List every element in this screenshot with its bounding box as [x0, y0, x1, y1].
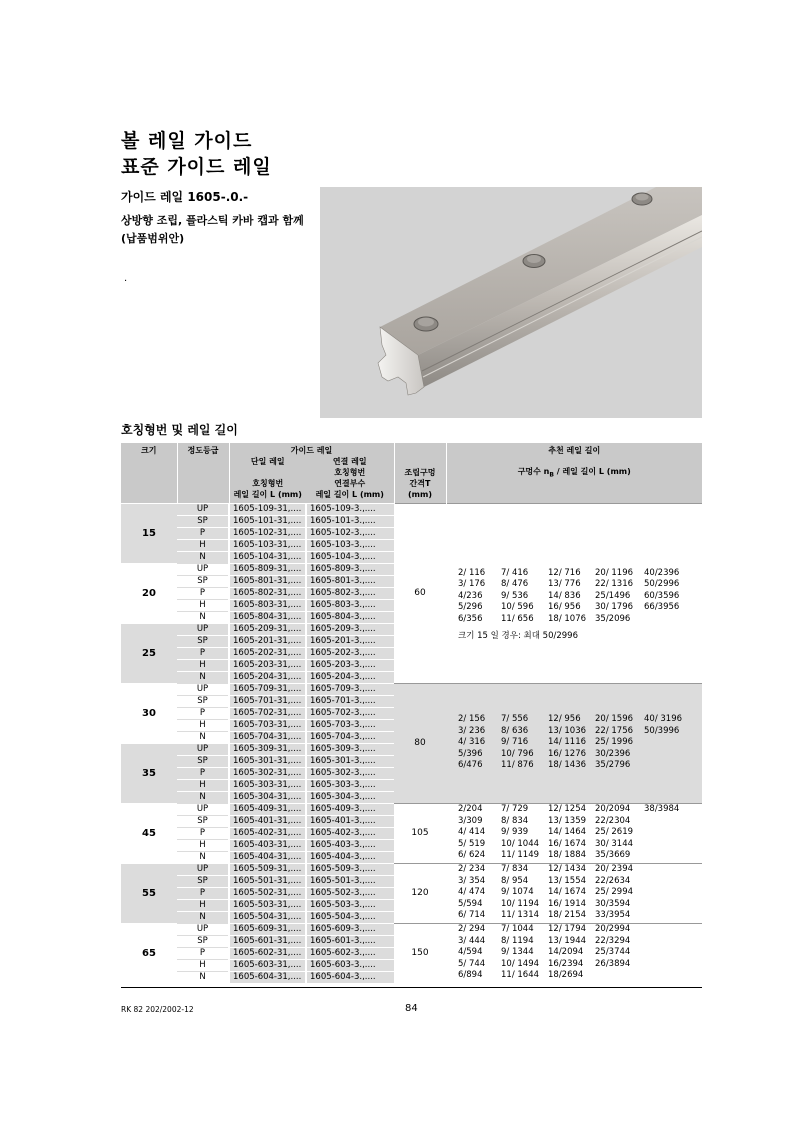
recommended-length: 8/ 636	[501, 725, 529, 736]
recommended-length: 9/ 1344	[501, 947, 534, 958]
grade-cell: P	[177, 647, 229, 659]
grade-cell: P	[177, 947, 229, 959]
single-rail-part: 1605-409-31,....	[229, 803, 306, 815]
grade-cell: SP	[177, 755, 229, 767]
recommended-length: 16/ 1276	[548, 748, 587, 759]
single-rail-part: 1605-603-31,....	[229, 959, 306, 971]
single-rail-part: 1605-501-31,....	[229, 875, 306, 887]
recommended-length: 5/296	[458, 602, 483, 612]
joint-rail-part: 1605-701-3.,....	[306, 695, 394, 707]
recommended-length: 2/ 116	[458, 567, 486, 578]
single-rail-part: 1605-404-31,....	[229, 851, 306, 863]
recommended-length: 8/ 834	[501, 815, 529, 826]
recommended-length: 4/ 414	[458, 827, 486, 838]
joint-rail-part: 1605-802-3.,....	[306, 587, 394, 599]
grade-cell: H	[177, 839, 229, 851]
grade-cell: H	[177, 719, 229, 731]
recommended-lengths-cell	[446, 503, 702, 683]
recommended-length: 14/2094	[548, 947, 584, 958]
recommended-length: 6/476	[458, 760, 483, 771]
recommended-length: 2/ 234	[458, 864, 486, 875]
recommended-length: 9/ 536	[501, 590, 529, 601]
grade-cell: N	[177, 911, 229, 923]
header-joint: 연결 레일 호칭형번 연결부수 레일 길이 L (mm)	[315, 457, 384, 499]
single-rail-part: 1605-204-31,....	[229, 671, 306, 683]
recommended-length: 30/3594	[595, 898, 631, 909]
recommended-length: 13/ 1036	[548, 725, 587, 736]
recommended-length: 50/2996	[644, 579, 680, 589]
recommended-length: 10/ 1194	[501, 898, 540, 909]
single-rail-part: 1605-303-31,....	[229, 779, 306, 791]
joint-rail-part: 1605-409-3.,....	[306, 803, 394, 815]
single-rail-part: 1605-604-31,....	[229, 971, 306, 983]
recommended-length: 11/ 1149	[501, 850, 540, 861]
recommended-length: 11/ 1314	[501, 910, 540, 921]
recommended-lengths-grid	[458, 924, 702, 982]
page-subtitle: 표준 가이드 레일	[121, 156, 272, 178]
joint-rail-part: 1605-309-3.,....	[306, 743, 394, 755]
recommended-length: 13/ 1554	[548, 875, 587, 886]
table-row	[121, 923, 702, 935]
recommended-length	[644, 936, 694, 948]
grade-cell: SP	[177, 875, 229, 887]
recommended-lengths-grid	[458, 714, 702, 772]
joint-rail-part: 1605-804-3.,....	[306, 611, 394, 623]
grade-cell: H	[177, 779, 229, 791]
recommended-length: 30/ 3144	[595, 838, 634, 849]
joint-rail-part: 1605-101-3.,....	[306, 515, 394, 527]
joint-rail-part: 1605-803-3.,....	[306, 599, 394, 611]
recommended-length: 5/396	[458, 748, 483, 759]
table-row	[121, 803, 702, 815]
recommended-length: 40/2396	[644, 567, 680, 578]
recommended-length: 7/ 729	[501, 804, 529, 815]
grade-cell: N	[177, 551, 229, 563]
recommended-length: 8/ 954	[501, 875, 529, 886]
single-rail-part: 1605-803-31,....	[229, 599, 306, 611]
recommended-length: 22/2304	[595, 815, 631, 826]
size-cell: 65	[121, 923, 177, 983]
recommended-lengths-cell	[446, 863, 702, 923]
product-code: 가이드 레일 1605-.0.-	[121, 190, 249, 204]
recommended-length: 30/2396	[595, 748, 631, 759]
joint-rail-part: 1605-301-3.,....	[306, 755, 394, 767]
joint-rail-part: 1605-403-3.,....	[306, 839, 394, 851]
bullet-dot: ·	[124, 276, 128, 287]
grade-cell: P	[177, 587, 229, 599]
recommended-lengths-cell	[446, 683, 702, 803]
recommended-length: 5/594	[458, 898, 483, 909]
recommended-length	[644, 614, 694, 626]
joint-rail-part: 1605-704-3.,....	[306, 731, 394, 743]
recommended-length: 10/ 796	[501, 748, 534, 759]
joint-rail-part: 1605-303-3.,....	[306, 779, 394, 791]
header-recommended: 추천 레일 길이 구멍수 $n_B$ / 레일 길이 L (mm)	[446, 443, 702, 503]
recommended-length: 7/ 1044	[501, 924, 534, 935]
recommended-length: 25/ 2619	[595, 827, 634, 838]
footer-rule	[121, 987, 702, 988]
single-rail-part: 1605-104-31,....	[229, 551, 306, 563]
size-15-note: 크기 15 일 경우: 최대 50/2996	[458, 631, 578, 641]
recommended-length: 20/2994	[595, 924, 631, 935]
header-guide-rail: 가이드 레일 단일 레일 호칭형번 레일 길이 L (mm) 연결 레일 호칭형번 연결부수 레일 길이 L (mm)	[229, 443, 394, 503]
recommended-length: 60/3596	[644, 590, 680, 601]
recommended-length: 6/894	[458, 970, 483, 981]
joint-rail-part: 1605-602-3.,....	[306, 947, 394, 959]
recommended-length	[644, 816, 694, 828]
grade-cell: UP	[177, 623, 229, 635]
joint-rail-part: 1605-609-3.,....	[306, 923, 394, 935]
single-rail-part: 1605-202-31,....	[229, 647, 306, 659]
single-rail-part: 1605-601-31,....	[229, 935, 306, 947]
joint-rail-part: 1605-601-3.,....	[306, 935, 394, 947]
joint-rail-part: 1605-302-3.,....	[306, 767, 394, 779]
joint-rail-part: 1605-201-3.,....	[306, 635, 394, 647]
recommended-length: 9/ 716	[501, 737, 529, 748]
joint-rail-part: 1605-801-3.,....	[306, 575, 394, 587]
recommended-length: 18/ 1076	[548, 613, 587, 624]
grade-cell: SP	[177, 695, 229, 707]
single-rail-part: 1605-101-31,....	[229, 515, 306, 527]
grade-cell: SP	[177, 935, 229, 947]
recommended-length: 14/ 1116	[548, 737, 587, 748]
single-rail-part: 1605-602-31,....	[229, 947, 306, 959]
single-rail-part: 1605-503-31,....	[229, 899, 306, 911]
product-description: 상방향 조립, 플라스틱 카바 캡과 함께	[121, 214, 304, 227]
recommended-length: 7/ 834	[501, 864, 529, 875]
single-rail-part: 1605-702-31,....	[229, 707, 306, 719]
recommended-lengths-grid	[458, 804, 702, 862]
recommended-length: 13/ 776	[548, 579, 581, 589]
recommended-length: 4/ 316	[458, 737, 486, 748]
joint-rail-part: 1605-203-3.,....	[306, 659, 394, 671]
hole-spacing-cell: 105	[394, 803, 446, 863]
recommended-length	[644, 864, 694, 876]
recommended-length	[644, 910, 694, 922]
single-rail-part: 1605-703-31,....	[229, 719, 306, 731]
joint-rail-part: 1605-103-3.,....	[306, 539, 394, 551]
recommended-length: 10/ 1044	[501, 838, 540, 849]
recommended-length: 14/ 1464	[548, 827, 587, 838]
recommended-length: 30/ 1796	[595, 602, 634, 612]
recommended-length: 11/ 876	[501, 760, 534, 771]
hole-spacing-cell: 80	[394, 683, 446, 803]
grade-cell: H	[177, 659, 229, 671]
recommended-length: 4/ 474	[458, 887, 486, 898]
recommended-length: 3/ 444	[458, 935, 486, 946]
recommended-length: 3/ 236	[458, 725, 486, 736]
recommended-length: 16/ 1674	[548, 838, 587, 849]
recommended-length: 6/ 714	[458, 910, 486, 921]
recommended-length: 11/ 656	[501, 613, 534, 624]
recommended-length: 35/2796	[595, 760, 631, 771]
recommended-length: 12/ 1794	[548, 924, 587, 935]
single-rail-part: 1605-309-31,....	[229, 743, 306, 755]
table-row	[121, 863, 702, 875]
joint-rail-part: 1605-202-3.,....	[306, 647, 394, 659]
joint-rail-part: 1605-503-3.,....	[306, 899, 394, 911]
guide-rail-image	[320, 187, 702, 418]
recommended-length: 7/ 416	[501, 567, 529, 578]
single-rail-part: 1605-504-31,....	[229, 911, 306, 923]
header-hole-spacing: 조립구멍 간격T (mm)	[394, 443, 446, 503]
grade-cell: UP	[177, 683, 229, 695]
grade-cell: SP	[177, 515, 229, 527]
grade-cell: P	[177, 767, 229, 779]
recommended-length	[644, 760, 694, 772]
recommended-length: 25/1496	[595, 590, 631, 601]
single-rail-part: 1605-401-31,....	[229, 815, 306, 827]
recommended-length: 7/ 556	[501, 714, 529, 725]
size-cell: 20	[121, 563, 177, 623]
grade-cell: SP	[177, 575, 229, 587]
recommended-length: 22/ 1756	[595, 725, 634, 736]
grade-cell: H	[177, 539, 229, 551]
recommended-length: 9/ 939	[501, 827, 529, 838]
recommended-length: 38/3984	[644, 804, 680, 815]
joint-rail-part: 1605-109-3.,....	[306, 503, 394, 515]
recommended-length: 50/3996	[644, 725, 680, 736]
joint-rail-part: 1605-402-3.,....	[306, 827, 394, 839]
joint-rail-part: 1605-703-3.,....	[306, 719, 394, 731]
recommended-length: 6/356	[458, 613, 483, 624]
recommended-length: 2/ 294	[458, 924, 486, 935]
single-rail-part: 1605-209-31,....	[229, 623, 306, 635]
recommended-length: 20/ 1596	[595, 714, 634, 725]
recommended-length: 9/ 1074	[501, 887, 534, 898]
grade-cell: UP	[177, 743, 229, 755]
single-rail-part: 1605-301-31,....	[229, 755, 306, 767]
joint-rail-part: 1605-603-3.,....	[306, 959, 394, 971]
recommended-length: 25/ 1996	[595, 737, 634, 748]
grade-cell: P	[177, 827, 229, 839]
recommended-length	[644, 749, 694, 761]
recommended-length	[644, 947, 694, 959]
recommended-lengths-grid	[458, 568, 702, 626]
grade-cell: N	[177, 971, 229, 983]
grade-cell: UP	[177, 803, 229, 815]
single-rail-part: 1605-102-31,....	[229, 527, 306, 539]
joint-rail-part: 1605-204-3.,....	[306, 671, 394, 683]
recommended-length	[595, 970, 644, 982]
joint-rail-part: 1605-304-3.,....	[306, 791, 394, 803]
single-rail-part: 1605-203-31,....	[229, 659, 306, 671]
single-rail-part: 1605-704-31,....	[229, 731, 306, 743]
recommended-length: 18/ 1436	[548, 760, 587, 771]
single-rail-part: 1605-103-31,....	[229, 539, 306, 551]
single-rail-part: 1605-304-31,....	[229, 791, 306, 803]
size-cell: 25	[121, 623, 177, 683]
single-rail-part: 1605-402-31,....	[229, 827, 306, 839]
grade-cell: N	[177, 611, 229, 623]
single-rail-part: 1605-802-31,....	[229, 587, 306, 599]
grade-cell: H	[177, 959, 229, 971]
recommended-length: 18/ 2154	[548, 910, 587, 921]
single-rail-part: 1605-403-31,....	[229, 839, 306, 851]
joint-rail-part: 1605-102-3.,....	[306, 527, 394, 539]
recommended-length: 2/204	[458, 804, 483, 815]
joint-rail-part: 1605-702-3.,....	[306, 707, 394, 719]
recommended-length: 14/ 836	[548, 590, 581, 601]
spec-table	[121, 443, 702, 983]
section-title: 호칭형번 및 레일 길이	[121, 423, 238, 437]
joint-rail-part: 1605-401-3.,....	[306, 815, 394, 827]
recommended-length	[644, 970, 694, 982]
recommended-length: 13/ 1359	[548, 815, 587, 826]
grade-cell: N	[177, 851, 229, 863]
recommended-length: 14/ 1674	[548, 887, 587, 898]
single-rail-part: 1605-302-31,....	[229, 767, 306, 779]
recommended-lengths-cell	[446, 803, 702, 863]
recommended-length: 35/2096	[595, 613, 631, 624]
joint-rail-part: 1605-509-3.,....	[306, 863, 394, 875]
recommended-length	[644, 887, 694, 899]
recommended-length	[644, 839, 694, 851]
recommended-length: 22/2634	[595, 875, 631, 886]
recommended-length: 18/2694	[548, 970, 584, 981]
single-rail-part: 1605-801-31,....	[229, 575, 306, 587]
single-rail-part: 1605-809-31,....	[229, 563, 306, 575]
size-cell: 15	[121, 503, 177, 563]
grade-cell: H	[177, 899, 229, 911]
recommended-length	[644, 959, 694, 971]
recommended-length: 2/ 156	[458, 714, 486, 725]
recommended-length: 35/3669	[595, 850, 631, 861]
size-cell: 35	[121, 743, 177, 803]
recommended-length: 18/ 1884	[548, 850, 587, 861]
recommended-length	[644, 850, 694, 862]
joint-rail-part: 1605-501-3.,....	[306, 875, 394, 887]
header-size: 크기	[121, 443, 177, 503]
recommended-length: 5/ 744	[458, 958, 486, 969]
joint-rail-part: 1605-104-3.,....	[306, 551, 394, 563]
size-cell: 30	[121, 683, 177, 743]
recommended-length: 20/ 1196	[595, 567, 634, 578]
recommended-length	[644, 876, 694, 888]
grade-cell: P	[177, 707, 229, 719]
recommended-length: 11/ 1644	[501, 970, 540, 981]
joint-rail-part: 1605-809-3.,....	[306, 563, 394, 575]
size-cell: 45	[121, 803, 177, 863]
recommended-length: 3/309	[458, 815, 483, 826]
single-rail-part: 1605-109-31,....	[229, 503, 306, 515]
recommended-length: 16/ 956	[548, 602, 581, 612]
recommended-length: 8/ 476	[501, 579, 529, 589]
recommended-length: 40/ 3196	[644, 714, 683, 725]
recommended-length: 10/ 1494	[501, 958, 540, 969]
document-number: RK 82 202/2002-12	[121, 1005, 194, 1014]
recommended-length: 5/ 519	[458, 838, 486, 849]
grade-cell: P	[177, 887, 229, 899]
grade-cell: UP	[177, 923, 229, 935]
recommended-length: 26/3894	[595, 958, 631, 969]
recommended-length: 12/ 956	[548, 714, 581, 725]
recommended-length: 12/ 1434	[548, 864, 587, 875]
grade-cell: SP	[177, 815, 229, 827]
recommended-length	[644, 899, 694, 911]
recommended-length: 66/3956	[644, 602, 680, 612]
grade-cell: H	[177, 599, 229, 611]
grade-cell: UP	[177, 563, 229, 575]
grade-cell: UP	[177, 503, 229, 515]
recommended-length: 3/ 176	[458, 579, 486, 589]
hole-spacing-cell: 120	[394, 863, 446, 923]
grade-cell: N	[177, 791, 229, 803]
recommended-length: 25/ 2994	[595, 887, 634, 898]
hole-spacing-cell: 150	[394, 923, 446, 983]
joint-rail-part: 1605-604-3.,....	[306, 971, 394, 983]
single-rail-part: 1605-804-31,....	[229, 611, 306, 623]
grade-cell: UP	[177, 863, 229, 875]
recommended-length: 8/ 1194	[501, 935, 534, 946]
recommended-length: 12/ 716	[548, 567, 581, 578]
recommended-length: 22/ 1316	[595, 579, 634, 589]
recommended-length: 20/ 2394	[595, 864, 634, 875]
single-rail-part: 1605-709-31,....	[229, 683, 306, 695]
recommended-length: 16/2394	[548, 958, 584, 969]
recommended-length: 3/ 354	[458, 875, 486, 886]
product-scope: (납품범위안)	[121, 232, 185, 245]
recommended-length: 4/594	[458, 947, 483, 958]
recommended-length: 13/ 1944	[548, 935, 587, 946]
recommended-length: 4/236	[458, 590, 483, 601]
single-rail-part: 1605-509-31,....	[229, 863, 306, 875]
grade-cell: N	[177, 731, 229, 743]
joint-rail-part: 1605-502-3.,....	[306, 887, 394, 899]
table-row	[121, 503, 702, 515]
header-single: 단일 레일 호칭형번 레일 길이 L (mm)	[233, 457, 302, 499]
header-grade: 정도등급	[177, 443, 229, 503]
recommended-lengths-cell	[446, 923, 702, 983]
recommended-length: 33/3954	[595, 910, 631, 921]
joint-rail-part: 1605-709-3.,....	[306, 683, 394, 695]
hole-spacing-cell: 60	[394, 503, 446, 683]
joint-rail-part: 1605-209-3.,....	[306, 623, 394, 635]
joint-rail-part: 1605-504-3.,....	[306, 911, 394, 923]
single-rail-part: 1605-609-31,....	[229, 923, 306, 935]
recommended-length	[644, 827, 694, 839]
size-cell: 55	[121, 863, 177, 923]
recommended-length: 16/ 1914	[548, 898, 587, 909]
page-number: 84	[405, 1003, 418, 1014]
recommended-length: 6/ 624	[458, 850, 486, 861]
grade-cell: SP	[177, 635, 229, 647]
recommended-length: 12/ 1254	[548, 804, 587, 815]
grade-cell: P	[177, 527, 229, 539]
recommended-length: 22/3294	[595, 935, 631, 946]
single-rail-part: 1605-701-31,....	[229, 695, 306, 707]
single-rail-part: 1605-201-31,....	[229, 635, 306, 647]
recommended-length	[644, 924, 694, 936]
recommended-length: 20/2094	[595, 804, 631, 815]
recommended-length	[644, 737, 694, 749]
table-row	[121, 683, 702, 695]
recommended-length: 10/ 596	[501, 602, 534, 612]
recommended-lengths-grid	[458, 864, 702, 922]
page-title: 볼 레일 가이드	[121, 130, 253, 152]
joint-rail-part: 1605-404-3.,....	[306, 851, 394, 863]
single-rail-part: 1605-502-31,....	[229, 887, 306, 899]
recommended-length: 25/3744	[595, 947, 631, 958]
grade-cell: N	[177, 671, 229, 683]
